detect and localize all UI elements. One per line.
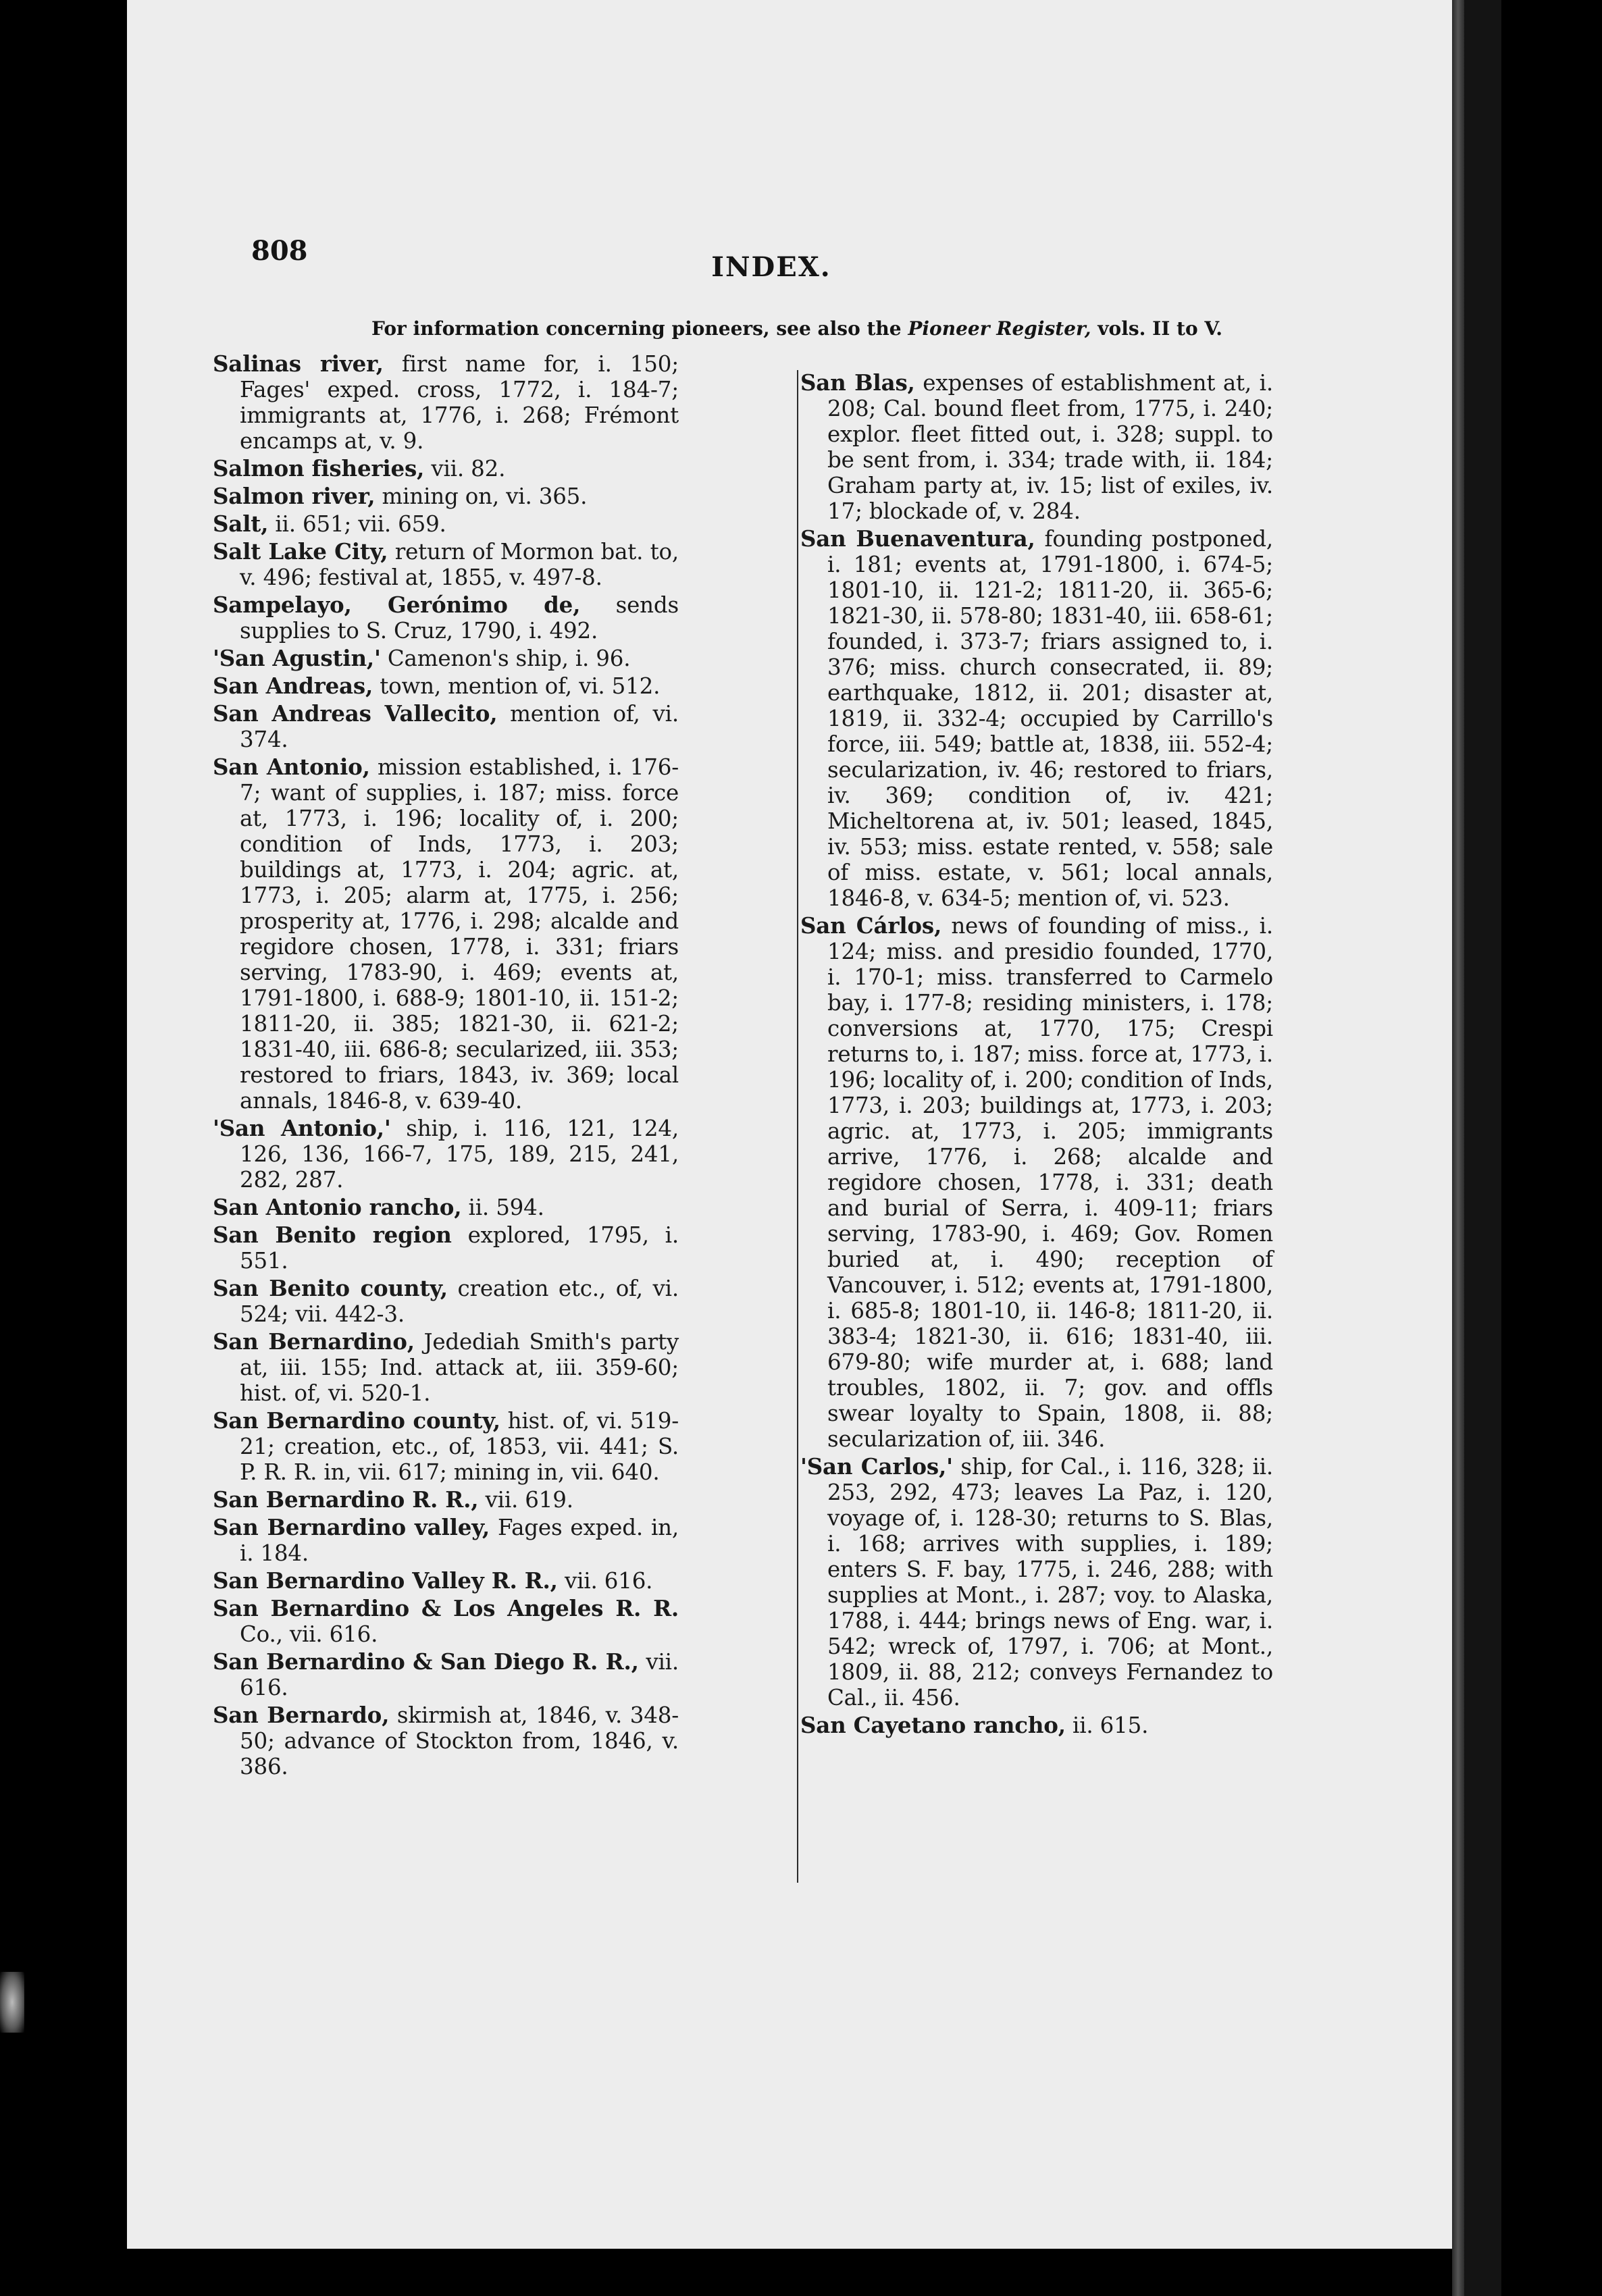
index-entry-heading: San Cayetano rancho,: [800, 1712, 1066, 1738]
index-entry-heading: 'San Carlos,': [800, 1453, 953, 1480]
index-entry-heading: San Bernardino county,: [213, 1407, 500, 1434]
column-divider: [797, 370, 798, 1883]
index-entry: [213, 456, 679, 481]
index-entry-heading: Salmon river,: [213, 483, 376, 509]
index-entry-heading: San Bernardino R. R.,: [213, 1486, 479, 1513]
index-entry: [213, 701, 679, 752]
index-entry-references: mining on, vi. 365.: [382, 484, 588, 509]
index-entry-references: first name for, i. 150; Fages' exped. cross, 1772, i. 184-7; immigrants at, 1776, i. 268; Frémont encamps at, v. 9.: [240, 351, 679, 454]
notice-suffix: vols. II to V.: [1097, 317, 1222, 340]
index-entry-heading: Salt Lake City,: [213, 538, 388, 565]
index-entry: [213, 484, 679, 509]
index-entry-references: Jedediah Smith's party at, iii. 155; Ind. attack at, iii. 359-60; hist. of, vi. 520-1.: [240, 1329, 679, 1406]
index-entry-references: vii. 619.: [485, 1487, 573, 1513]
index-entry: [213, 673, 679, 699]
index-entry: [800, 913, 1273, 1452]
index-entry-heading: San Benito region: [213, 1222, 452, 1248]
index-entry: [213, 1702, 679, 1779]
index-entry-heading: Salt,: [213, 511, 269, 537]
index-entry-heading: San Blas,: [800, 369, 915, 396]
index-entry-references: Fages exped. in, i. 184.: [240, 1515, 679, 1566]
index-entry: [213, 1487, 679, 1513]
index-entry: [800, 526, 1273, 911]
index-entry-references: ship, for Cal., i. 116, 328; ii. 253, 292, 473; leaves La Paz, i. 120, voyage of, i. 128-30; returns to S. Blas, i. 168; arrives with supplies, i. 189; enters S. F. bay, 1775, i. 246, 288; with supplies at Mont., i. 287; voy. to Alaska, 1788, i. 444; brings news of Eng. war, i. 542; wreck of, 1797, i. 706; at Mont., 1809, ii. 88, 212; conveys Fernandez to Cal., ii. 456.: [827, 1454, 1273, 1711]
index-entry-heading: San Andreas Vallecito,: [213, 700, 498, 727]
index-entry-references: ii. 594.: [468, 1195, 544, 1220]
index-entry: [800, 370, 1273, 524]
index-entry: [213, 1568, 679, 1594]
index-entry-references: news of founding of miss., i. 124; miss. and presidio founded, 1770, i. 170-1; miss. transferred to Carmelo bay, i. 177-8; residing ministers, i. 178; conversions at, 1770, 175; Crespi returns to, i. 187; miss. force at, 1773, i. 196; locality of, i. 200; condition of Inds, 1773, i. 203; buildings at, 1773, i. 203; agric. at, 1773, i. 205; immigrants arrive, 1776, i. 268; alcalde and regidore chosen, 1778, i. 331; death and burial of Serra, i. 409-11; friars serving, 1783-90, i. 469; Gov. Romen buried at, i. 490; reception of Vancouver, i. 512; events at, 1791-1800, i. 685-8; 1801-10, ii. 146-8; 1811-20, ii. 383-4; 1821-30, ii. 616; 1831-40, iii. 679-80; wife murder at, i. 688; land troubles, 1802, ii. 7; gov. and offls swear loyalty to Spain, 1808, ii. 88; secularization of, iii. 346.: [827, 913, 1273, 1452]
index-entry-heading: San Bernardino & Los Angeles R. R.: [213, 1595, 679, 1621]
index-entry-heading: Salinas river,: [213, 350, 384, 377]
page-number: 808: [251, 235, 308, 267]
index-entry: [213, 1195, 679, 1220]
index-entry: [213, 1596, 679, 1647]
index-entry-references: ii. 615.: [1073, 1713, 1149, 1738]
index-entry-heading: San Cárlos,: [800, 912, 942, 939]
index-entry-references: Co., vii. 616.: [240, 1621, 378, 1647]
index-entry-references: creation etc., of, vi. 524; vii. 442-3.: [240, 1276, 679, 1327]
index-entry-references: mention of, vi. 374.: [240, 701, 679, 752]
index-entry: [800, 1454, 1273, 1711]
index-entry: [213, 1222, 679, 1274]
index-entry-heading: 'San Agustin,': [213, 645, 381, 671]
index-entry-references: mission established, i. 176-7; want of supplies, i. 187; miss. force at, 1773, i. 196; locality of, i. 200; condition of Inds, 1773, i. 203; buildings at, 1773, i. 204; agric. at, 1773, i. 205; alarm at, 1775, i. 256; prosperity at, 1776, i. 298; alcalde and regidore chosen, 1778, i. 331; friars serving, 1783-90, i. 469; events at, 1791-1800, i. 688-9; 1801-10, ii. 151-2; 1811-20, ii. 385; 1821-30, ii. 621-2; 1831-40, iii. 686-8; secularized, iii. 353; restored to friars, 1843, iv. 369; local annals, 1846-8, v. 639-40.: [240, 754, 679, 1114]
index-entry-heading: San Andreas,: [213, 673, 373, 699]
index-entry: [213, 1276, 679, 1327]
index-entry: [213, 351, 679, 454]
index-entry-heading: San Bernardo,: [213, 1702, 390, 1728]
index-entry: [800, 1713, 1273, 1738]
index-entry-heading: San Bernardino Valley R. R.,: [213, 1567, 558, 1594]
index-entry-references: Camenon's ship, i. 96.: [387, 646, 631, 671]
index-entry-heading: San Bernardino & San Diego R. R.,: [213, 1648, 639, 1675]
index-entry-references: vii. 82.: [431, 456, 506, 481]
film-speck: [0, 1972, 24, 2033]
index-entry-references: vii. 616.: [564, 1568, 653, 1594]
index-entry-references: expenses of establishment at, i. 208; Cal. bound fleet from, 1775, i. 240; explor. fleet fitted out, i. 328; suppl. to be sent from, i. 334; trade with, ii. 184; Graham party at, iv. 15; list of exiles, iv. 17; blockade of, v. 284.: [827, 370, 1273, 524]
notice-prefix: For information concerning pioneers, see also the: [371, 317, 902, 340]
index-entry-heading: San Bernardino,: [213, 1328, 415, 1355]
index-entry-references: ship, i. 116, 121, 124, 126, 136, 166-7, 175, 189, 215, 241, 282, 287.: [240, 1116, 679, 1193]
book-edge-shadow: [1464, 0, 1501, 2296]
index-entry-references: hist. of, vi. 519-21; creation, etc., of, 1853, vii. 441; S. P. R. R. in, vii. 617; mining in, vii. 640.: [240, 1408, 679, 1485]
index-column-left: [213, 351, 679, 1781]
index-entry: [213, 1515, 679, 1566]
index-entry-references: town, mention of, vi. 512.: [380, 673, 661, 699]
index-entry: [213, 539, 679, 590]
page-title: INDEX.: [711, 251, 831, 283]
index-entry: [213, 1116, 679, 1193]
index-entry-heading: San Bernardino valley,: [213, 1514, 490, 1540]
index-entry-references: return of Mormon bat. to, v. 496; festival at, 1855, v. 497-8.: [240, 539, 679, 590]
index-entry-references: explored, 1795, i. 551.: [240, 1222, 679, 1274]
index-entry-heading: 'San Antonio,': [213, 1115, 391, 1141]
index-entry-heading: San Buenaventura,: [800, 525, 1035, 552]
index-column-right: [800, 370, 1273, 1740]
index-entry: [213, 1408, 679, 1485]
index-entry-heading: Salmon fisheries,: [213, 455, 425, 481]
index-entry-heading: Sampelayo, Gerónimo de,: [213, 592, 581, 618]
notice-work-title: Pioneer Register,: [908, 317, 1091, 340]
index-entry-references: founding postponed, i. 181; events at, 1791-1800, i. 674-5; 1801-10, ii. 121-2; 1811-20, ii. 365-6; 1821-30, ii. 578-80; 1831-40, iii. 658-61; founded, i. 373-7; friars assigned to, i. 376; miss. church consecrated, ii. 89; earthquake, 1812, ii. 201; disaster at, 1819, ii. 332-4; occupied by Carrillo's force, iii. 549; battle at, 1838, iii. 552-4; secularization, iv. 46; restored to friars, iv. 369; condition of, iv. 421; Micheltorena at, iv. 501; leased, 1845, iv. 553; miss. estate rented, v. 558; sale of miss. estate, v. 561; local annals, 1846-8, v. 634-5; mention of, vi. 523.: [827, 526, 1273, 911]
index-entry: [213, 1649, 679, 1700]
index-entry: [213, 511, 679, 537]
page-header: [251, 235, 1291, 283]
index-entry: [213, 1329, 679, 1406]
index-entry-references: vii. 616.: [240, 1649, 679, 1700]
index-entry: [213, 646, 679, 671]
pioneer-register-notice: [290, 317, 1303, 340]
index-entry-heading: San Antonio rancho,: [213, 1194, 462, 1220]
index-entry-references: sends supplies to S. Cruz, 1790, i. 492.: [240, 592, 679, 644]
index-entry-heading: San Antonio,: [213, 754, 370, 780]
index-entry-heading: San Benito county,: [213, 1275, 448, 1301]
index-entry: [213, 592, 679, 644]
index-entry: [213, 754, 679, 1114]
index-entry-references: skirmish at, 1846, v. 348-50; advance of Stockton from, 1846, v. 386.: [240, 1702, 679, 1779]
index-entry-references: ii. 651; vii. 659.: [275, 511, 446, 537]
